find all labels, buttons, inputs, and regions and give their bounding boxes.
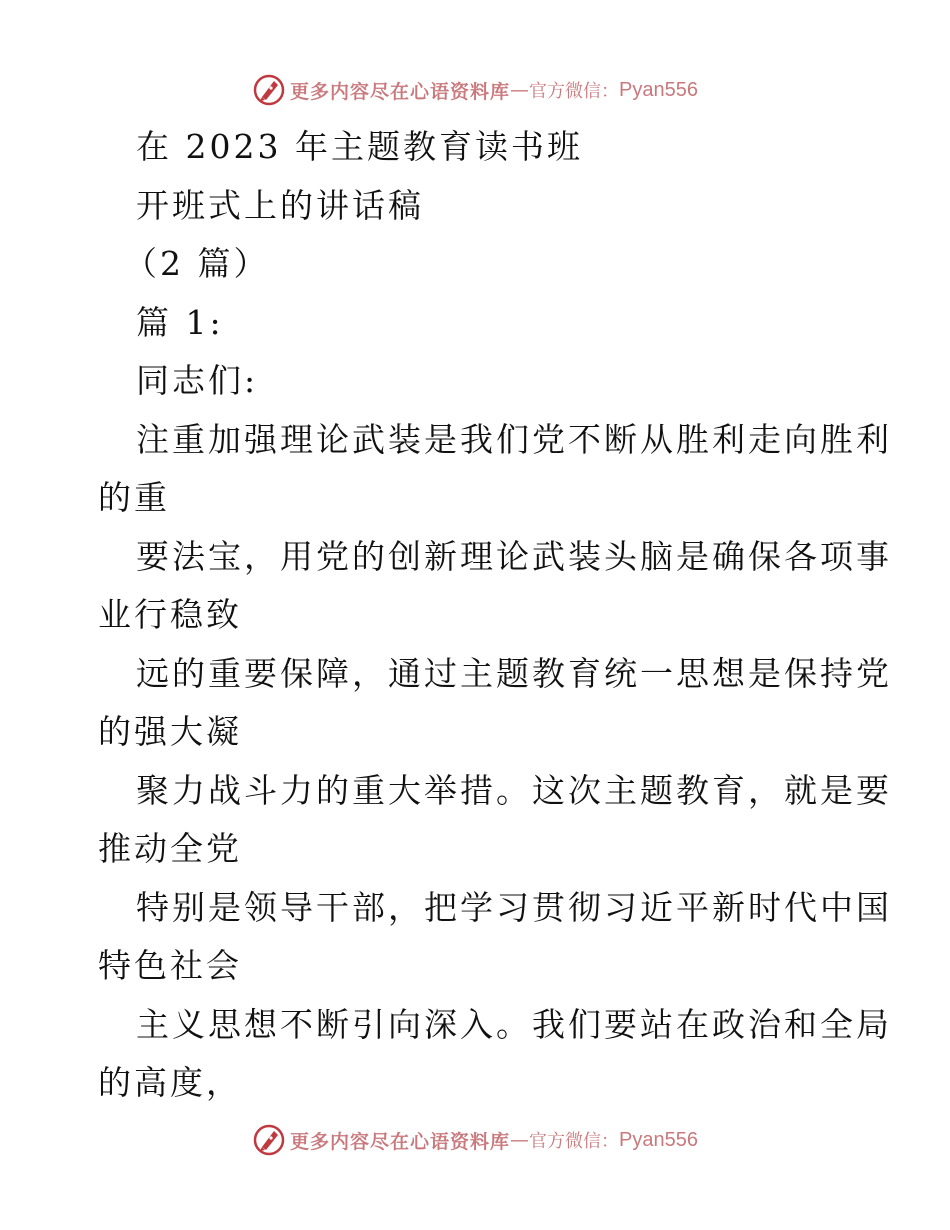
- body-line: 要法宝，用党的创新理论武装头脑是确保各项事: [136, 536, 892, 576]
- document-body: [98, 118, 892, 1113]
- header-wechat-label: 官方微信：: [529, 81, 620, 102]
- footer-wechat-label: 官方微信：: [529, 1131, 620, 1152]
- header-separator: —: [510, 79, 530, 101]
- footer-wechat-id: Pyan556: [619, 1128, 698, 1151]
- footer-banner: [0, 1120, 950, 1160]
- body-line: 注重加强理论武装是我们党不断从胜利走向胜利: [136, 419, 892, 459]
- header-promo-text: 更多内容尽在心语资料库: [290, 80, 511, 103]
- pen-nib-logo-icon: [252, 1123, 286, 1157]
- title-line-1: 在 2023 年主题教育读书班: [136, 127, 583, 166]
- body-line: 特色社会: [98, 946, 242, 985]
- salutation: 同志们:: [136, 361, 259, 400]
- pen-nib-logo-icon: [252, 73, 286, 107]
- body-line: 聚力战斗力的重大举措。这次主题教育，就是要: [136, 770, 892, 810]
- section-heading: 篇 1:: [136, 302, 224, 342]
- body-line: 业行稳致: [98, 595, 242, 634]
- body-line: 主义思想不断引向深入。我们要站在政治和全局: [136, 1004, 892, 1044]
- body-line: 的高度，: [98, 1063, 242, 1102]
- body-line: 的重: [98, 478, 170, 517]
- footer-separator: —: [510, 1129, 530, 1151]
- body-line: 远的重要保障，通过主题教育统一思想是保持党: [136, 653, 892, 693]
- title-line-2: 开班式上的讲话稿: [136, 185, 424, 225]
- body-line: 特别是领导干部，把学习贯彻习近平新时代中国: [136, 887, 892, 927]
- header-wechat-id: Pyan556: [619, 78, 698, 101]
- body-line: 的强大凝: [98, 712, 242, 751]
- article-count: （2 篇）: [124, 244, 270, 283]
- body-line: 推动全党: [98, 829, 242, 868]
- footer-promo-text: 更多内容尽在心语资料库: [290, 1130, 511, 1153]
- header-banner: [0, 70, 950, 110]
